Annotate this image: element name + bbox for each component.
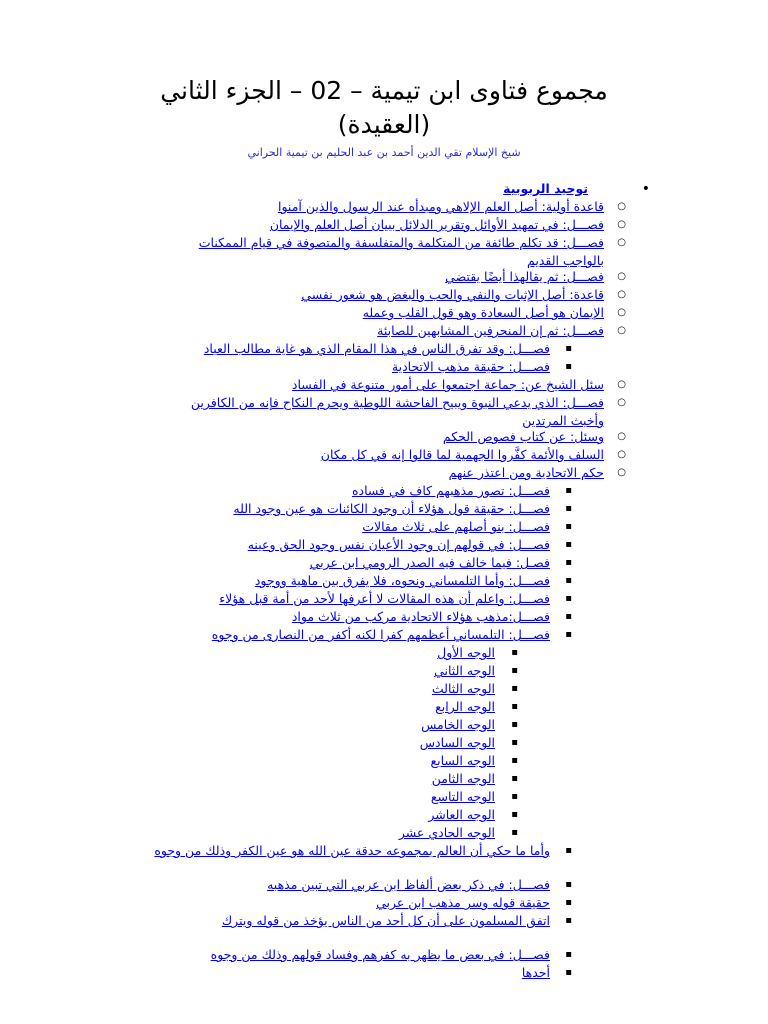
bullet-icon: ▪ <box>511 809 518 820</box>
toc-item <box>60 572 660 590</box>
bullet-icon: ▪ <box>565 343 572 354</box>
toc-item <box>60 322 660 340</box>
toc-item <box>60 304 660 322</box>
bullet-icon: ○ <box>617 397 626 408</box>
toc-link[interactable]: فصـل: فيما خالف فيه الصدر الرومي ابن عربي <box>309 555 550 570</box>
bullet-icon: ○ <box>617 219 626 230</box>
toc-item <box>60 358 660 376</box>
title-line-2: (العقيدة) <box>337 110 431 139</box>
toc-link[interactable]: فصـــل: واعلم أن هذه المقالات لا أعرفها لأحد من أمة قبل هؤلاء <box>219 591 550 606</box>
bullet-icon: ○ <box>617 431 626 442</box>
toc-item <box>60 716 660 734</box>
toc-item <box>60 680 660 698</box>
toc-item <box>60 446 660 464</box>
bullet-icon: ▪ <box>511 773 518 784</box>
toc-link[interactable]: فصـــل: ثم يقالهذا أيضًا يقتضي <box>445 269 604 284</box>
toc-item <box>60 912 660 946</box>
toc-item <box>60 536 660 554</box>
toc-link[interactable]: الوجه الثامن <box>431 771 495 786</box>
toc-item <box>60 464 660 482</box>
toc-item <box>60 946 660 964</box>
bullet-icon: ▪ <box>565 521 572 532</box>
toc-link[interactable]: حكم الاتحادية ومن اعتذر عنهم <box>448 465 604 480</box>
bullet-icon: ▪ <box>565 629 572 640</box>
toc-item <box>60 482 660 500</box>
toc-link[interactable]: فصـــل: في ذكر بعض ألفاظ ابن عربي التي تبين مذهبه <box>267 877 550 892</box>
bullet-icon: ○ <box>617 307 626 318</box>
toc-item <box>60 268 660 286</box>
toc-link[interactable]: الوجه الثاني <box>434 663 495 678</box>
bullet-icon: ▪ <box>565 967 572 978</box>
toc-item <box>60 734 660 752</box>
bullet-icon: ▪ <box>511 701 518 712</box>
toc-link[interactable]: فصـــل:مذهب هؤلاء الاتحادية مركب من ثلاث مواد <box>291 609 550 624</box>
toc-link[interactable]: سئل الشيخ عن: جماعة اجتمعوا على أمور متنوعة في الفساد <box>291 377 604 392</box>
toc-link[interactable]: فصـــل: في تمهيد الأوائل وتقرير الدلائل ببيان أصل العلم والإيمان <box>269 217 604 232</box>
bullet-icon: ▪ <box>565 575 572 586</box>
bullet-icon: ▪ <box>565 845 572 856</box>
bullet-icon: ▪ <box>511 665 518 676</box>
toc-link[interactable]: فصـــل: قد تكلم طائفة من المتكلمة والمتفلسفة والمتصوفة في قيام الممكنات بالواجب القديم <box>198 235 604 268</box>
bullet-icon: ▪ <box>565 915 572 926</box>
bullet-icon: • <box>641 181 650 197</box>
toc-link[interactable]: اتفق المسلمون على أن كل أحد من الناس يؤخذ من قوله ويترك <box>221 913 550 928</box>
toc-link[interactable]: فصـــل: وقد تفرق الناس في هذا المقام الذي هو غاية مطالب العباد <box>203 341 550 356</box>
toc-item <box>60 198 660 216</box>
toc-item <box>60 590 660 608</box>
toc-link[interactable]: قاعدة أولية: أصل العلم الإلاهي ومبدأه عند الرسول والذين آمنوا <box>278 199 604 214</box>
toc-item <box>60 698 660 716</box>
toc-item <box>60 752 660 770</box>
toc-item <box>60 824 660 842</box>
toc-link[interactable]: فصـــل: الذي يدعي النبوة ويبيح الفاحشة اللوطية ويحرم النكاح فإنه من الكافرين وأخبث المرتدين <box>190 395 604 428</box>
bullet-icon: ▪ <box>511 647 518 658</box>
toc-link[interactable]: فصـــل: التلمساني أعظمهم كفرا لكنه أكفر من النصارى من وجوه <box>211 627 550 642</box>
toc-item <box>60 662 660 680</box>
toc-link[interactable]: وأما ما حكي أن العالم بمجموعه حدقة عين الله هو عين الكفر وذلك من وجوه <box>154 843 550 858</box>
toc-link[interactable]: الوجه الرابع <box>435 699 495 714</box>
toc-link[interactable]: فصـــل: في قولهم إن وجود الأعيان نفس وجود الحق وعينه <box>247 537 550 552</box>
bullet-icon: ▪ <box>565 485 572 496</box>
bullet-icon: ▪ <box>565 949 572 960</box>
bullet-icon: ▪ <box>565 879 572 890</box>
toc-item <box>60 876 660 894</box>
toc-link[interactable]: السلف والأئمة كفَّروا الجهمية لما قالوا إنه في كل مكان <box>320 447 604 462</box>
toc-item <box>60 770 660 788</box>
toc-item <box>60 286 660 304</box>
toc-link[interactable]: الوجه السابع <box>430 753 495 768</box>
toc-item <box>60 234 660 268</box>
toc-link[interactable]: أحدها <box>521 965 550 980</box>
toc-link[interactable]: فصـــل: ثم إن المنحرفين المشابهين للصابئة <box>377 323 604 338</box>
toc-link[interactable]: فصـــل: في بعض ما يظهر به كفرهم وفساد قولهم وذلك من وجوه <box>210 947 550 962</box>
bullet-icon: ○ <box>617 379 626 390</box>
toc-link[interactable]: الوجه العاشر <box>428 807 495 822</box>
toc-link[interactable]: فصـــل: بنو أصلهم على ثلاث مقالات <box>362 519 550 534</box>
bullet-icon: ○ <box>617 289 626 300</box>
bullet-icon: ○ <box>617 467 626 478</box>
toc-item <box>60 376 660 394</box>
toc-item <box>60 608 660 626</box>
toc-item <box>60 842 660 876</box>
toc-link[interactable]: فصـــل: حقيقة قول هؤلاء أن وجود الكائنات هو عين وجود الله <box>233 501 550 516</box>
toc-link[interactable]: الوجه الحادي عشر <box>398 825 495 840</box>
toc-item <box>60 394 660 428</box>
bullet-icon: ▪ <box>511 755 518 766</box>
bullet-icon: ○ <box>617 201 626 212</box>
document-author: شيخ الإسلام تقي الدين أحمد بن عبد الحليم بن تيمية الحراني <box>247 146 521 159</box>
bullet-icon: ▪ <box>565 361 572 372</box>
toc-link[interactable]: توحيد الربوبية <box>503 181 588 196</box>
bullet-icon: ○ <box>617 325 626 336</box>
title-line-1: مجموع فتاوى ابن تيمية – 02 – الجزء الثاني <box>160 76 608 105</box>
toc-link[interactable]: فصـــل: وأما التلمساني ونحوه، فلا يفرق بين ماهية ووجود <box>254 573 550 588</box>
toc-link[interactable]: وسئل: عن كتاب فصوص الحكم <box>442 429 604 444</box>
toc-item <box>60 894 660 912</box>
toc-item <box>60 500 660 518</box>
table-of-contents <box>60 180 660 982</box>
toc-link[interactable]: الوجه الثالث <box>431 681 495 696</box>
bullet-icon: ▪ <box>565 539 572 550</box>
bullet-icon: ▪ <box>511 737 518 748</box>
toc-link[interactable]: حقيقة قوله وسر مذهب ابن عربي <box>376 895 550 910</box>
toc-link[interactable]: قاعدة: أصل الإثبات والنفي والحب والبغض هو شعور نفسي <box>301 287 604 302</box>
toc-item <box>60 518 660 536</box>
bullet-icon: ▪ <box>511 683 518 694</box>
toc-item <box>60 788 660 806</box>
bullet-icon: ▪ <box>565 897 572 908</box>
bullet-icon: ▪ <box>565 503 572 514</box>
bullet-icon: ▪ <box>511 719 518 730</box>
toc-item <box>60 554 660 572</box>
toc-item <box>60 626 660 644</box>
toc-item <box>60 644 660 662</box>
toc-item <box>60 964 660 982</box>
toc-link[interactable]: الإيمان هو أصل السعادة وهو قول القلب وعمله <box>362 305 604 320</box>
toc-link[interactable]: فصـــل: حقيقة مذهب الاتحادية <box>391 359 550 374</box>
toc-item <box>60 180 660 198</box>
bullet-icon: ▪ <box>565 593 572 604</box>
bullet-icon: ○ <box>617 237 626 248</box>
bullet-icon: ▪ <box>511 827 518 838</box>
toc-item <box>60 340 660 358</box>
toc-link[interactable]: فصـــل: تصور مذهبهم كاف في فساده <box>351 483 550 498</box>
document-title <box>0 74 768 142</box>
toc-link[interactable]: الوجه الأول <box>437 645 495 660</box>
bullet-icon: ▪ <box>511 791 518 802</box>
toc-link[interactable]: الوجه التاسع <box>430 789 495 804</box>
toc-item <box>60 428 660 446</box>
bullet-icon: ▪ <box>565 611 572 622</box>
bullet-icon: ○ <box>617 271 626 282</box>
toc-link[interactable]: الوجه الخامس <box>421 717 495 732</box>
toc-item <box>60 216 660 234</box>
bullet-icon: ▪ <box>565 557 572 568</box>
toc-item <box>60 806 660 824</box>
bullet-icon: ○ <box>617 449 626 460</box>
toc-link[interactable]: الوجه السادس <box>419 735 495 750</box>
